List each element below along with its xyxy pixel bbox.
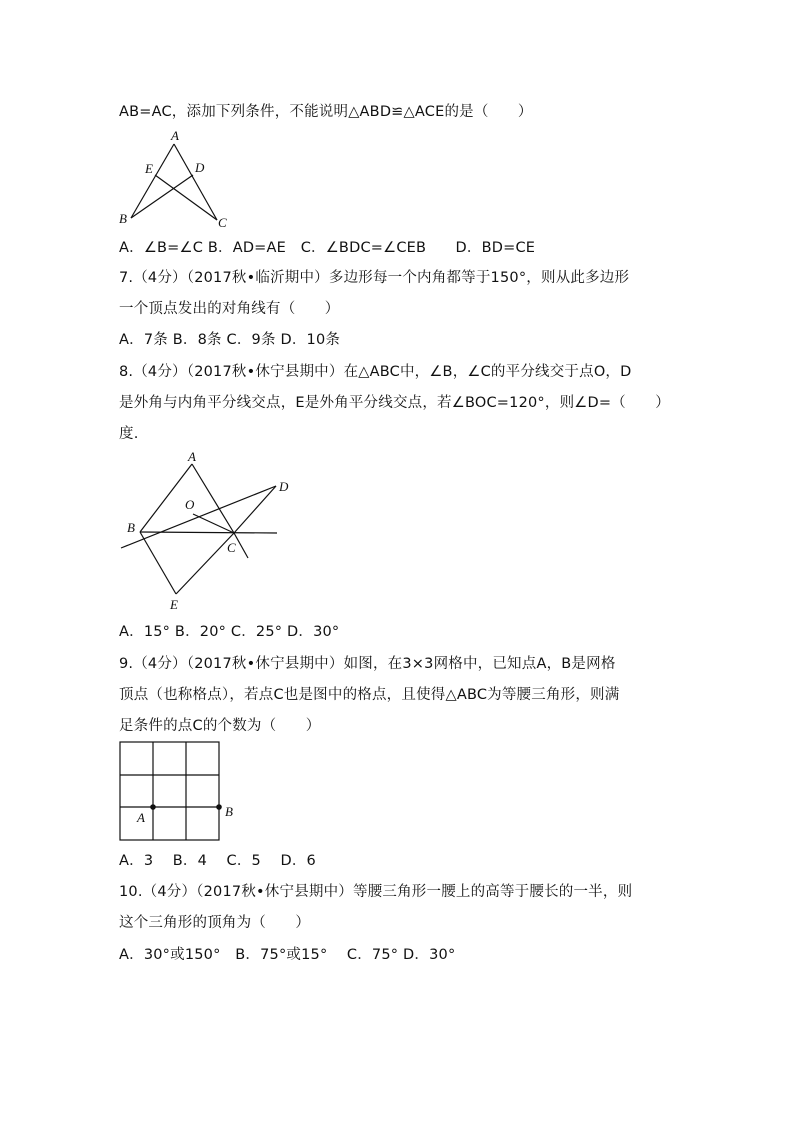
q9-line2: 顶点（也称格点），若点C也是图中的格点，且使得△ABC为等腰三角形，则满	[119, 687, 620, 703]
q8-label-b: B	[127, 520, 135, 535]
q6-label-a: A	[171, 128, 179, 143]
q7-line1: 7.（4分）（2017秋•临沂期中）多边形每一个内角都等于150°，则从此多边形	[119, 270, 630, 286]
q6-stem: AB=AC，添加下列条件，不能说明△ABD≌△ACE的是（ ）	[119, 104, 533, 120]
q10-line2: 这个三角形的顶角为（ ）	[119, 915, 311, 931]
q8-segment-ce	[176, 533, 234, 594]
q8-extension-c	[234, 533, 248, 558]
q9-line1: 9.（4分）（2017秋•休宁县期中）如图，在3×3网格中，已知点A，B是网格	[119, 656, 616, 672]
q8-label-e: E	[170, 597, 178, 612]
q6-label-b: B	[119, 211, 127, 226]
q10-line1: 10.（4分）（2017秋•休宁县期中）等腰三角形一腰上的高等于腰长的一半，则	[119, 884, 633, 900]
q8-label-d: D	[279, 479, 289, 494]
q8-label-a: A	[188, 449, 196, 464]
q6-options: A．∠B=∠C B．AD=AE C．∠BDC=∠CEB D．BD=CE	[119, 240, 536, 256]
q8-line2: 是外角与内角平分线交点，E是外角平分线交点，若∠BOC=120°，则∠D=（ ）	[119, 395, 670, 411]
q8-options: A．15° B．20° C．25° D．30°	[119, 624, 340, 640]
q6-side-ab	[131, 144, 174, 218]
q8-label-c: C	[227, 540, 236, 555]
q9-options: A．3 B．4 C．5 D．6	[119, 853, 316, 869]
q10-options: A．30°或150° B．75°或15° C．75° D．30°	[119, 947, 456, 963]
q8-line1: 8.（4分）（2017秋•休宁县期中）在△ABC中，∠B，∠C的平分线交于点O，D	[119, 364, 632, 380]
q8-line-cd	[234, 486, 276, 533]
q6-label-c: C	[218, 215, 227, 230]
q6-side-ac	[174, 144, 217, 220]
q8-segment-be	[140, 532, 176, 594]
q9-grid-figure	[115, 736, 245, 846]
q6-segment-ce	[155, 175, 217, 220]
q9-grid-border	[120, 742, 219, 840]
q8-figure	[110, 445, 300, 615]
q9-point-a	[150, 804, 156, 810]
q6-label-e: E	[145, 161, 153, 176]
q9-label-b: B	[225, 804, 233, 819]
q9-line3: 足条件的点C的个数为（ ）	[119, 718, 321, 734]
q9-label-a: A	[137, 810, 145, 825]
q8-label-o: O	[185, 497, 195, 512]
q8-line3: 度.	[119, 426, 139, 442]
q9-point-b	[216, 804, 222, 810]
q6-label-d: D	[195, 160, 205, 175]
q7-line2: 一个顶点发出的对角线有（ ）	[119, 301, 340, 317]
q6-figure	[110, 128, 240, 230]
q7-options: A．7条 B．8条 C．9条 D．10条	[119, 332, 341, 348]
